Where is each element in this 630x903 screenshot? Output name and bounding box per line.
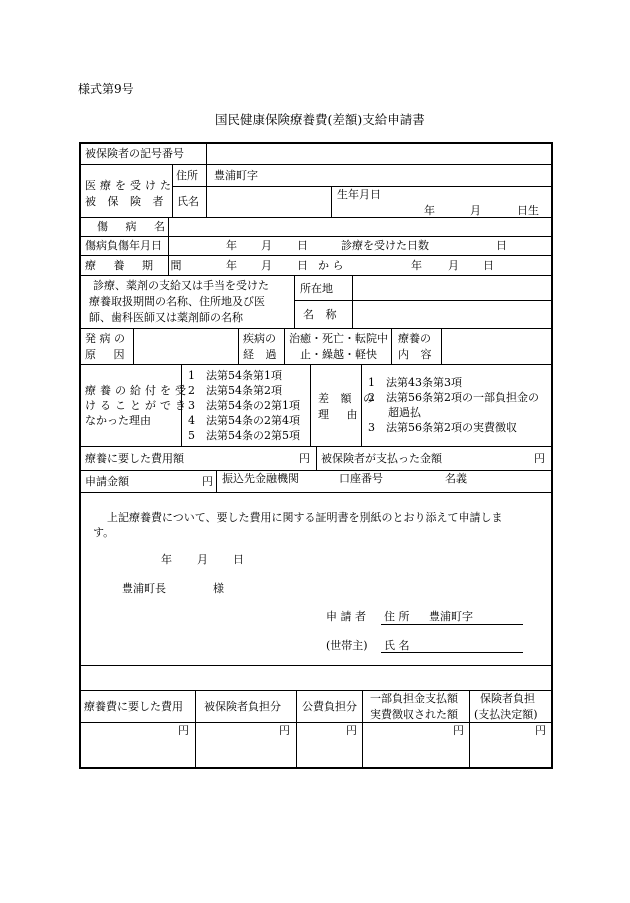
bottom-col-treatment-cost: 療養費に要した費用: [84, 700, 183, 713]
treatment-days-unit: 日: [496, 239, 507, 252]
account-holder-label: 名義: [445, 472, 467, 485]
period-from-label: か ら: [318, 259, 344, 272]
period-start-month-unit: 月: [261, 259, 272, 272]
insured-person-label-2: 被 保 険 者: [85, 195, 168, 208]
birth-day-unit: 日生: [517, 204, 539, 217]
treatment-cost-label: 療養に要した費用額: [85, 452, 184, 465]
address-label: 住所: [176, 169, 198, 182]
householder-label: (世帯主): [326, 639, 368, 652]
injury-month-unit: 月: [261, 239, 272, 252]
provider-label-3: 師、歯科医師又は薬剤師の名称: [89, 311, 243, 324]
application-year-unit: 年: [161, 553, 172, 566]
reason-label-1: 療養の給付を受: [85, 384, 190, 397]
reason-option-4[interactable]: 4 法第54条の2第4項: [188, 414, 300, 427]
treatment-days-label: 診療を受けた日数: [341, 239, 429, 252]
insured-number-field[interactable]: [210, 146, 550, 162]
paid-amount-yen: 円: [534, 452, 545, 465]
injury-year-unit: 年: [226, 239, 237, 252]
disease-name-field[interactable]: [172, 219, 550, 234]
provider-location-field[interactable]: [356, 277, 550, 299]
reason-label-3: なかった理由: [85, 414, 151, 427]
period-start-day-unit: 日: [297, 259, 308, 272]
bottom-col-copay-header-1: 一部負担金支払額: [370, 692, 458, 705]
disease-name-label: 傷 病 名: [97, 220, 172, 233]
difference-option-3[interactable]: 3 法第56条第2項の実費徴収: [368, 421, 517, 434]
application-month-unit: 月: [197, 553, 208, 566]
provider-location-label: 所在地: [300, 282, 333, 295]
treatment-content-label-1: 療養の: [398, 332, 431, 345]
bottom-col-insured-share: 被保険者負担分: [204, 700, 281, 713]
period-end-year-unit: 年: [411, 259, 422, 272]
birth-date-label: 生年月日: [337, 188, 381, 201]
applicant-name-label: 氏 名: [384, 639, 410, 652]
period-end-month-unit: 月: [448, 259, 459, 272]
application-day-unit: 日: [233, 553, 244, 566]
statement-line-1: 上記療養費について、要した費用に関する証明書を別紙のとおり添えて申請しま: [107, 511, 503, 524]
onset-cause-label-1: 発 病 の: [85, 332, 125, 345]
claim-amount-label: 申請金額: [85, 475, 129, 488]
difference-option-2-cont: 超過払: [388, 406, 421, 419]
bottom-col-insurer-header-2: (支払決定額): [474, 708, 538, 721]
insured-person-label-1: 医療を受けた: [85, 179, 175, 192]
bottom-insured-share-yen: 円: [279, 724, 290, 737]
provider-label-2: 療養取扱期間の名称、住所地及び医: [89, 295, 265, 308]
difference-option-2[interactable]: 2 法第56条第2項の一部負担金の: [368, 391, 539, 404]
statement-line-2: す。: [93, 526, 115, 539]
bottom-col-public-share: 公費負担分: [302, 700, 357, 713]
injury-date-label: 傷病負傷年月日: [85, 239, 162, 252]
treatment-period-label: 療 養 期 間: [85, 259, 189, 272]
birth-month-unit: 月: [470, 204, 481, 217]
paid-amount-label: 被保険者が支払った金額: [321, 452, 442, 465]
form-title: 国民健康保険療養費(差額)支給申請書: [215, 112, 425, 127]
difference-reason-label-2: 理 由: [318, 408, 365, 421]
injury-day-unit: 日: [297, 239, 308, 252]
bottom-insurer-yen: 円: [535, 724, 546, 737]
bottom-public-share-yen: 円: [346, 724, 357, 737]
reason-option-5[interactable]: 5 法第54条の2第5項: [188, 429, 300, 442]
applicant-label: 申 請 者: [326, 610, 366, 623]
disease-course-label-1: 疾病の: [243, 332, 276, 345]
name-label: 氏名: [177, 195, 199, 208]
reason-option-1[interactable]: 1 法第54条第1項: [188, 369, 282, 382]
provider-label-1: 診療、薬剤の支給又は手当を受けた: [93, 279, 269, 292]
bottom-col-copay-header-2: 実費徴収された額: [370, 708, 458, 721]
bottom-treatment-cost-yen: 円: [178, 724, 189, 737]
address-field[interactable]: 豊浦町字: [214, 169, 258, 182]
treatment-content-label-2: 内 容: [398, 348, 436, 361]
reason-option-2[interactable]: 2 法第54条第2項: [188, 384, 282, 397]
form-number: 様式第9号: [78, 82, 134, 96]
period-end-day-unit: 日: [483, 259, 494, 272]
name-field[interactable]: [210, 189, 328, 215]
mayor-honorific: 様: [213, 582, 224, 595]
difference-option-1[interactable]: 1 法第43条第3項: [368, 376, 462, 389]
reason-option-3[interactable]: 3 法第54条の2第1項: [188, 399, 300, 412]
birth-year-unit: 年: [424, 204, 435, 217]
course-status-options-2[interactable]: 止・繰越・軽快: [300, 348, 377, 361]
insured-number-label: 被保険者の記号番号: [85, 147, 184, 160]
treatment-cost-yen: 円: [299, 452, 310, 465]
course-status-options-1[interactable]: 治癒・死亡・転院中: [289, 332, 388, 345]
account-number-label: 口座番号: [339, 472, 383, 485]
provider-name-label: 名 称: [303, 308, 341, 321]
applicant-name-field[interactable]: [420, 636, 522, 650]
difference-reason-label-1: 差 額 の: [318, 392, 378, 405]
disease-course-label-2: 経 過: [243, 348, 281, 361]
period-start-year-unit: 年: [226, 259, 237, 272]
applicant-address-field[interactable]: 豊浦町字: [429, 610, 473, 623]
bank-label: 振込先金融機関: [222, 472, 299, 485]
onset-cause-label-2: 原 因: [85, 348, 132, 361]
mayor-addressee: 豊浦町長: [122, 582, 166, 595]
reason-label-2: けることができ: [85, 399, 190, 412]
bottom-copay-yen: 円: [453, 724, 464, 737]
applicant-address-label: 住 所: [384, 610, 410, 623]
provider-name-field[interactable]: [356, 302, 550, 326]
claim-amount-yen: 円: [202, 475, 213, 488]
bottom-col-insurer-header-1: 保険者負担: [480, 692, 535, 705]
